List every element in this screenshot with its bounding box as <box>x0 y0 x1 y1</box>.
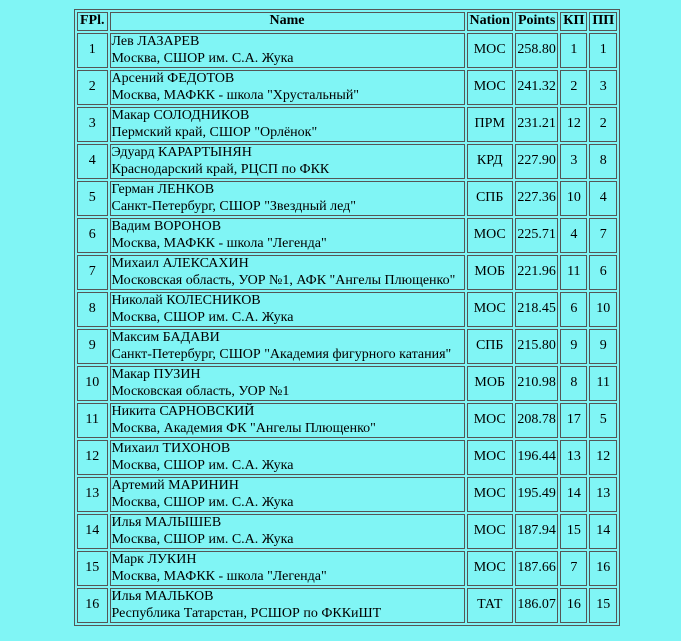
points-cell: 221.96 <box>515 255 558 290</box>
nation-cell: МОС <box>467 218 513 253</box>
skater-club: Москва, МАФКК - школа "Хрустальный" <box>111 87 360 103</box>
points-cell: 241.32 <box>515 70 558 105</box>
table-row <box>77 440 617 475</box>
pp-cell: 15 <box>589 588 617 623</box>
place-cell: 10 <box>77 366 108 401</box>
nation-cell: ПРМ <box>467 107 513 142</box>
place-cell: 7 <box>77 255 108 290</box>
table-row <box>77 329 617 364</box>
table-row <box>77 477 617 512</box>
nation-cell: МОБ <box>467 366 513 401</box>
skater-club: Москва, СШОР им. С.А. Жука <box>111 531 294 547</box>
nation-cell: МОС <box>467 403 513 438</box>
points-cell: 258.80 <box>515 33 558 68</box>
nation-cell: СПБ <box>467 329 513 364</box>
table-row <box>77 588 617 623</box>
skater-name: Лев ЛАЗАРЕВ <box>111 34 200 49</box>
points-cell: 187.94 <box>515 514 558 549</box>
place-cell: 13 <box>77 477 108 512</box>
kp-cell: 4 <box>560 218 587 253</box>
table-row <box>77 144 617 179</box>
table-row <box>77 107 617 142</box>
place-cell: 14 <box>77 514 108 549</box>
skater-cell <box>110 477 465 512</box>
skater-name: Илья МАЛЬКОВ <box>111 589 214 604</box>
pp-cell: 11 <box>589 366 617 401</box>
kp-cell: 2 <box>560 70 587 105</box>
skater-cell <box>110 33 465 68</box>
pp-cell: 13 <box>589 477 617 512</box>
points-cell: 196.44 <box>515 440 558 475</box>
skater-cell <box>110 107 465 142</box>
kp-cell: 17 <box>560 403 587 438</box>
pp-cell: 2 <box>589 107 617 142</box>
table-row <box>77 551 617 586</box>
points-cell: 215.80 <box>515 329 558 364</box>
pp-cell: 7 <box>589 218 617 253</box>
points-cell: 208.78 <box>515 403 558 438</box>
skater-club: Краснодарский край, РЦСП по ФКК <box>111 161 330 177</box>
table-row <box>77 33 617 68</box>
place-cell: 15 <box>77 551 108 586</box>
table-row <box>77 255 617 290</box>
skater-name: Эдуард КАРАРТЫНЯН <box>111 145 252 160</box>
skater-club: Санкт-Петербург, СШОР "Звездный лед" <box>111 198 356 214</box>
nation-cell: ТАТ <box>467 588 513 623</box>
table-row <box>77 292 617 327</box>
nation-cell: МОС <box>467 33 513 68</box>
skater-club: Республика Татарстан, РСШОР по ФККиШТ <box>111 605 382 621</box>
pp-cell: 4 <box>589 181 617 216</box>
nation-cell: МОС <box>467 551 513 586</box>
skater-club: Московская область, УОР №1, АФК "Ангелы Плющенко" <box>111 272 456 288</box>
nation-cell: МОБ <box>467 255 513 290</box>
skater-name: Марк ЛУКИН <box>111 552 197 567</box>
kp-cell: 3 <box>560 144 587 179</box>
skater-name: Никита САРНОВСКИЙ <box>111 404 255 419</box>
skater-cell <box>110 329 465 364</box>
kp-cell: 8 <box>560 366 587 401</box>
table-row <box>77 403 617 438</box>
kp-cell: 15 <box>560 514 587 549</box>
skater-club: Москва, СШОР им. С.А. Жука <box>111 50 294 66</box>
skater-cell <box>110 292 465 327</box>
kp-cell: 1 <box>560 33 587 68</box>
place-cell: 1 <box>77 33 108 68</box>
points-cell: 231.21 <box>515 107 558 142</box>
skater-cell <box>110 366 465 401</box>
nation-cell: МОС <box>467 70 513 105</box>
skater-club: Московская область, УОР №1 <box>111 383 290 399</box>
skater-name: Арсений ФЕДОТОВ <box>111 71 235 86</box>
results-body <box>77 33 617 623</box>
place-cell: 16 <box>77 588 108 623</box>
points-cell: 187.66 <box>515 551 558 586</box>
kp-cell: 7 <box>560 551 587 586</box>
skater-club: Санкт-Петербург, СШОР "Академия фигурного катания" <box>111 346 452 362</box>
kp-cell: 6 <box>560 292 587 327</box>
table-row <box>77 514 617 549</box>
skater-cell <box>110 440 465 475</box>
skater-cell <box>110 588 465 623</box>
pp-cell: 8 <box>589 144 617 179</box>
skater-cell <box>110 514 465 549</box>
skater-name: Михаил ТИХОНОВ <box>111 441 231 456</box>
nation-cell: МОС <box>467 514 513 549</box>
header-pp: ПП <box>589 12 617 31</box>
place-cell: 9 <box>77 329 108 364</box>
table-row <box>77 70 617 105</box>
place-cell: 4 <box>77 144 108 179</box>
header-nation: Nation <box>467 12 513 31</box>
skater-cell <box>110 181 465 216</box>
points-cell: 186.07 <box>515 588 558 623</box>
header-place: FPl. <box>77 12 108 31</box>
skater-name: Илья МАЛЫШЕВ <box>111 515 222 530</box>
pp-cell: 6 <box>589 255 617 290</box>
points-cell: 210.98 <box>515 366 558 401</box>
place-cell: 5 <box>77 181 108 216</box>
place-cell: 8 <box>77 292 108 327</box>
skater-cell <box>110 255 465 290</box>
skater-name: Макар СОЛОДНИКОВ <box>111 108 250 123</box>
nation-cell: КРД <box>467 144 513 179</box>
pp-cell: 10 <box>589 292 617 327</box>
header-name: Name <box>110 12 465 31</box>
kp-cell: 13 <box>560 440 587 475</box>
skater-club: Москва, Академия ФК "Ангелы Плющенко" <box>111 420 376 436</box>
skater-cell <box>110 70 465 105</box>
skater-club: Москва, МАФКК - школа "Легенда" <box>111 568 327 584</box>
nation-cell: МОС <box>467 440 513 475</box>
nation-cell: МОС <box>467 292 513 327</box>
skater-name: Михаил АЛЕКСАХИН <box>111 256 249 271</box>
skater-name: Максим БАДАВИ <box>111 330 220 345</box>
points-cell: 227.90 <box>515 144 558 179</box>
table-row <box>77 366 617 401</box>
skater-name: Вадим ВОРОНОВ <box>111 219 222 234</box>
skater-name: Артемий МАРИНИН <box>111 478 239 493</box>
place-cell: 3 <box>77 107 108 142</box>
skater-club: Москва, СШОР им. С.А. Жука <box>111 309 294 325</box>
skater-cell <box>110 144 465 179</box>
place-cell: 11 <box>77 403 108 438</box>
kp-cell: 12 <box>560 107 587 142</box>
place-cell: 2 <box>77 70 108 105</box>
skater-club: Пермский край, СШОР "Орлёнок" <box>111 124 318 140</box>
points-cell: 227.36 <box>515 181 558 216</box>
results-table <box>74 9 620 626</box>
header-kp: КП <box>560 12 587 31</box>
skater-cell <box>110 551 465 586</box>
skater-club: Москва, СШОР им. С.А. Жука <box>111 457 294 473</box>
nation-cell: СПБ <box>467 181 513 216</box>
kp-cell: 11 <box>560 255 587 290</box>
skater-cell <box>110 403 465 438</box>
points-cell: 225.71 <box>515 218 558 253</box>
pp-cell: 12 <box>589 440 617 475</box>
pp-cell: 16 <box>589 551 617 586</box>
skater-cell <box>110 218 465 253</box>
skater-club: Москва, СШОР им. С.А. Жука <box>111 494 294 510</box>
header-row <box>77 12 617 31</box>
nation-cell: МОС <box>467 477 513 512</box>
skater-club: Москва, МАФКК - школа "Легенда" <box>111 235 327 251</box>
table-row <box>77 218 617 253</box>
pp-cell: 3 <box>589 70 617 105</box>
table-row <box>77 181 617 216</box>
header-points: Points <box>515 12 558 31</box>
skater-name: Макар ПУЗИН <box>111 367 201 382</box>
pp-cell: 1 <box>589 33 617 68</box>
kp-cell: 10 <box>560 181 587 216</box>
kp-cell: 14 <box>560 477 587 512</box>
kp-cell: 16 <box>560 588 587 623</box>
points-cell: 218.45 <box>515 292 558 327</box>
place-cell: 12 <box>77 440 108 475</box>
kp-cell: 9 <box>560 329 587 364</box>
pp-cell: 14 <box>589 514 617 549</box>
pp-cell: 5 <box>589 403 617 438</box>
points-cell: 195.49 <box>515 477 558 512</box>
place-cell: 6 <box>77 218 108 253</box>
skater-name: Герман ЛЕНКОВ <box>111 182 215 197</box>
skater-name: Николай КОЛЕСНИКОВ <box>111 293 261 308</box>
pp-cell: 9 <box>589 329 617 364</box>
